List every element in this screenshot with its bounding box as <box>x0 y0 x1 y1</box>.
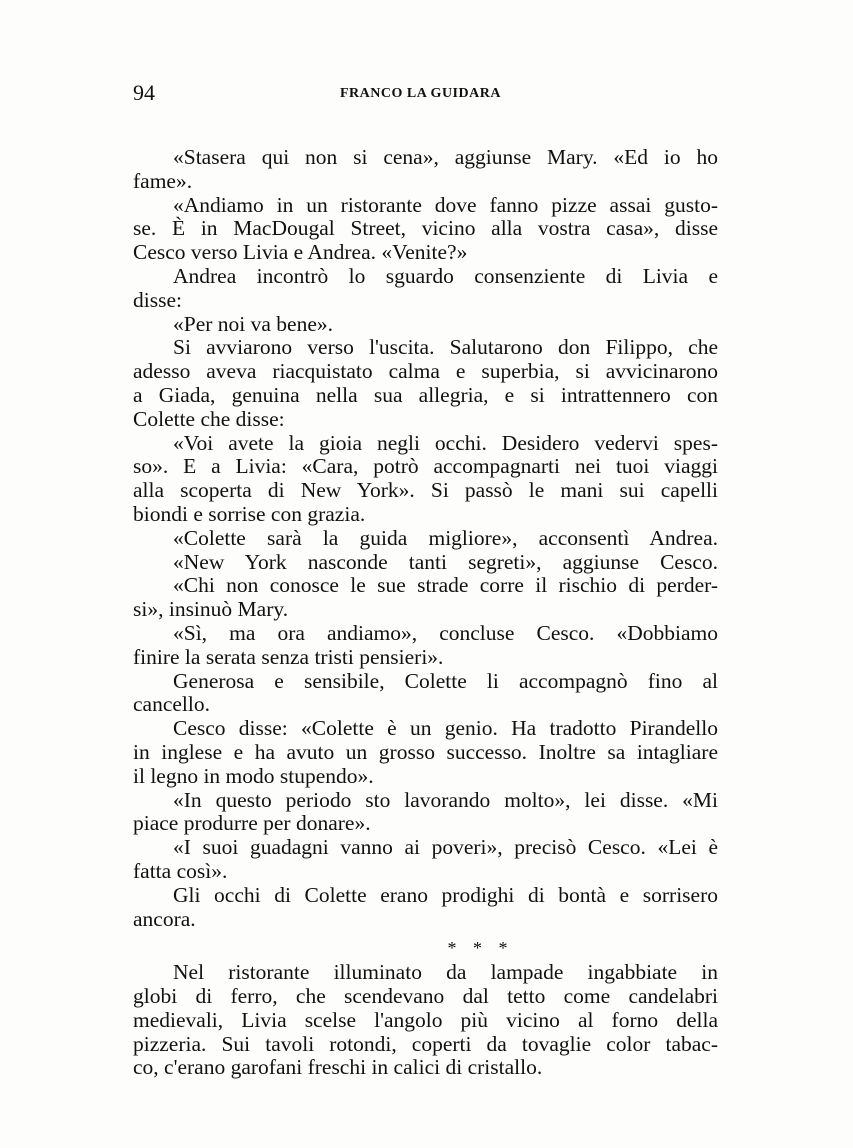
text-line: «Stasera qui non si cena», aggiunse Mary. «Ed io ho <box>173 145 718 169</box>
text-line: fatta così». <box>133 858 228 883</box>
page-header <box>133 80 718 110</box>
text-line: «Chi non conosce le sue strade corre il rischio di perder- <box>173 573 718 598</box>
text-line: «New York nasconde tanti segreti», aggiunse Cesco. <box>173 549 718 574</box>
text-line: pizzeria. Sui tavoli rotondi, coperti da tovaglie color tabac- <box>133 1031 718 1056</box>
text-line: finire la serata senza tristi pensieri». <box>133 644 444 669</box>
text-line: «Voi avete la gioia negli occhi. Desidero vedervi spes- <box>173 430 718 455</box>
text-line: Gli occhi di Colette erano prodighi di bontà e sorrisero <box>173 882 718 907</box>
text-line: «Per noi va bene». <box>173 311 334 336</box>
text-line: alla scoperta di New York». Si passò le mani sui capelli <box>133 478 718 503</box>
text-line: biondi e sorrise con grazia. <box>133 501 366 526</box>
text-line: Andrea incontrò lo sguardo consenziente di Livia e <box>173 263 718 288</box>
text-line: «Colette sarà la guida migliore», acconsentì Andrea. <box>173 525 718 550</box>
text-line: fame». <box>133 168 193 193</box>
page-number: 94 <box>133 80 155 105</box>
text-line: so». E a Livia: «Cara, potrò accompagnarti nei tuoi viaggi <box>133 454 718 479</box>
text-line: medievali, Livia scelse l'angolo più vicino al forno della <box>133 1007 718 1032</box>
text-line: piace produrre per donare». <box>133 811 371 836</box>
text-line: cancello. <box>133 692 210 717</box>
text-line: co, c'erano garofani freschi in calici di cristallo. <box>133 1055 543 1080</box>
section-separator: * * * <box>447 938 514 959</box>
text-line: il legno in modo stupendo». <box>133 763 374 788</box>
text-line: disse: <box>133 287 182 312</box>
text-line: ancora. <box>133 906 196 931</box>
text-line: a Giada, genuina nella sua allegria, e si intrattennero con <box>133 382 718 407</box>
text-line: Colette che disse: <box>133 406 285 431</box>
text-line: Cesco verso Livia e Andrea. «Venite?» <box>133 240 468 265</box>
text-line: si», insinuò Mary. <box>133 597 289 622</box>
text-line: Si avviarono verso l'uscita. Salutarono don Filippo, che <box>173 335 718 360</box>
body-text <box>133 146 718 1080</box>
text-line: in inglese e ha avuto un grosso successo. Inoltre sa intagliare <box>133 739 718 764</box>
text-line: «Andiamo in un ristorante dove fanno pizze assai gusto- <box>173 192 718 217</box>
running-title: FRANCO LA GUIDARA <box>340 86 501 101</box>
text-line: adesso aveva riacquistato calma e superbia, si avvicinarono <box>133 359 718 384</box>
text-line: globi di ferro, che scendevano dal tetto come candelabri <box>133 984 718 1009</box>
text-line: «I suoi guadagni vanno ai poveri», precisò Cesco. «Lei è <box>173 835 718 860</box>
text-line: Cesco disse: «Colette è un genio. Ha tradotto Pirandello <box>173 716 718 741</box>
text-line: Generosa e sensibile, Colette li accompagnò fino al <box>173 668 718 693</box>
text-line: «In questo periodo sto lavorando molto», lei disse. «Mi <box>173 787 718 812</box>
text-line: Nel ristorante illuminato da lampade ingabbiate in <box>173 960 718 985</box>
text-line: se. È in MacDougal Street, vicino alla vostra casa», disse <box>133 216 718 241</box>
text-line: «Sì, ma ora andiamo», concluse Cesco. «Dobbiamo <box>173 620 718 645</box>
